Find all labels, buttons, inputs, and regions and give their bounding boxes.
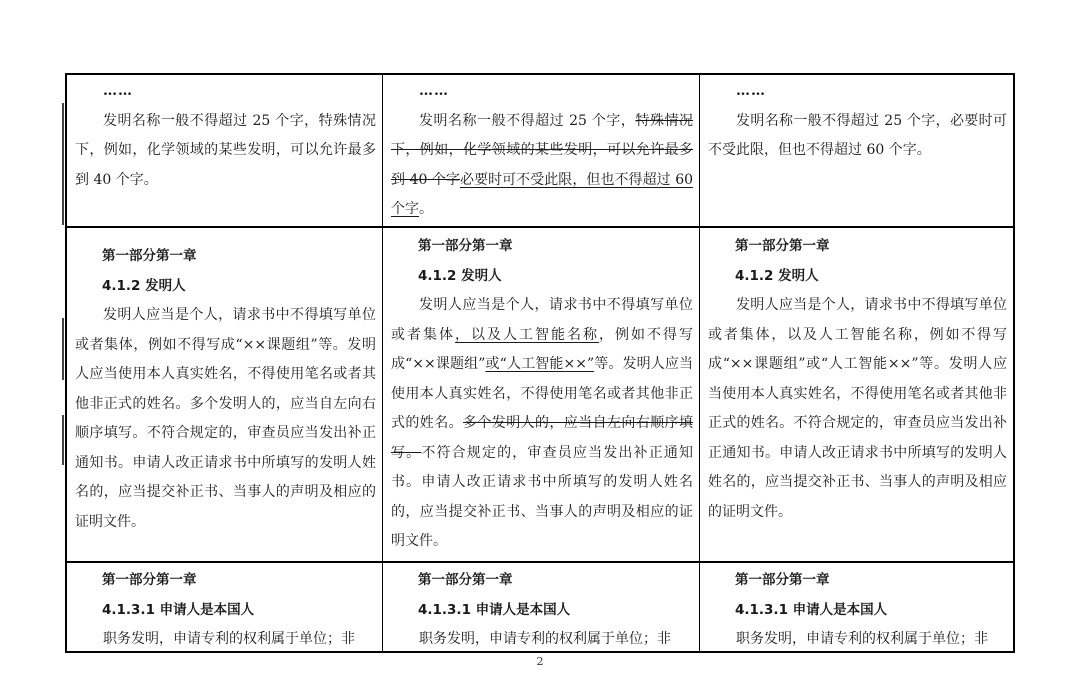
row2-col3-text: 发明人应当是个人，请求书中不得填写单位或者集体，以及人工智能名称，例如不得写成“××课题组”或“人工智能××”等。发明人应当使用本人真实姓名，不得使用笔名或者其他非正式的姓名。不符合规定的，审查员应当发出补正通知书。申请人改正请求书中所填写的发明人姓名的，应当提交补正书、当事人的声明及相应的证明文件。 xyxy=(708,297,1007,520)
chapter-heading: 第一部分第一章 xyxy=(102,572,197,588)
row1-col2-inserted: 必要时可不受此限，但也不得超过 60 个字 xyxy=(391,171,694,217)
section-heading: 4.1.3.1 申请人是本国人 xyxy=(418,601,571,618)
row1-col2-cell xyxy=(383,75,700,228)
section-heading: 4.1.3.1 申请人是本国人 xyxy=(735,601,888,618)
row1-col2-kept: 发明名称一般不得超过 25 个字， xyxy=(419,112,636,129)
row2-col2-kept: 发明人应当是个人，请求书中不得填写单位或者集体 xyxy=(391,297,693,343)
revision-mark xyxy=(62,318,64,380)
chapter-heading: 第一部分第一章 xyxy=(735,572,830,588)
section-heading: 4.1.2 发明人 xyxy=(102,277,186,294)
page-number: 2 xyxy=(536,655,544,668)
row1-col3-text: 发明名称一般不得超过 25 个字，必要时可不受此限，但也不得超过 60 个字。 xyxy=(708,112,1007,158)
row2-col1-cell xyxy=(67,228,383,563)
row1-col1-cell xyxy=(67,75,383,228)
row3-col3-cell xyxy=(700,563,1013,651)
row3-col3-text: 职务发明，申请专利的权利属于单位；非 xyxy=(736,631,988,647)
comparison-table xyxy=(65,73,1015,653)
row2-col2-kept: 等。发明人应当使用本人真实姓名，不得使用笔名或者其他非正式的姓名。 xyxy=(391,356,694,431)
row3-col2-cell xyxy=(383,563,700,651)
row1-col2-deleted: 特殊情况下，例如，化学领域的某些发明，可以允许最多到 40 个字 xyxy=(391,112,693,188)
row1-col1-text: 发明名称一般不得超过 25 个字，特殊情况下，例如，化学领域的某些发明，可以允许最多到 40 个字。 xyxy=(75,112,376,188)
row2-col2-inserted: ，以及人工智能名称 xyxy=(455,326,599,343)
ellipsis: …… xyxy=(103,83,133,99)
row2-col3-cell xyxy=(700,228,1013,563)
row3-col1-cell xyxy=(67,563,383,651)
section-heading: 4.1.3.1 申请人是本国人 xyxy=(102,601,255,618)
row2-col2-deleted: 多个发明人的，应当自左向右顺序填写。 xyxy=(391,415,693,461)
row1-col2-end: 。 xyxy=(419,201,433,217)
ellipsis: …… xyxy=(419,83,449,99)
row3-col1-text: 职务发明，申请专利的权利属于单位；非 xyxy=(103,631,355,647)
section-heading: 4.1.2 发明人 xyxy=(735,267,819,284)
row2-col2-inserted: 或“人工智能××” xyxy=(485,356,595,372)
row2-col2-kept: 不符合规定的，审查员应当发出补正通知书。申请人改正请求书中所填写的发明人姓名的，应当提交补正书、当事人的声明及相应的证明文件。 xyxy=(391,444,694,549)
revision-mark xyxy=(62,103,64,225)
chapter-heading: 第一部分第一章 xyxy=(418,238,513,254)
row2-col2-kept: ，例如不得写成“××课题组” xyxy=(391,326,693,372)
chapter-heading: 第一部分第一章 xyxy=(735,238,830,254)
row2-col2-cell xyxy=(383,228,700,563)
row3-col2-text: 职务发明，申请专利的权利属于单位；非 xyxy=(419,631,671,647)
ellipsis: …… xyxy=(736,83,766,99)
row2-col2-text xyxy=(391,291,693,557)
revision-mark xyxy=(62,415,64,465)
row1-col2-text xyxy=(391,107,693,225)
row2-col1-text: 发明人应当是个人，请求书中不得填写单位或者集体，例如不得写成“××课题组”等。发明人应当使用本人真实姓名，不得使用笔名或者其他非正式的姓名。多个发明人的，应当自左向右顺序填写。不符合规定的，审查员应当发出补正通知书。申请人改正请求书中所填写的发明人姓名的，应当提交补正书、当事人的声明及相应的证明文件。 xyxy=(75,307,376,530)
section-heading: 4.1.2 发明人 xyxy=(418,267,502,284)
row1-col3-cell xyxy=(700,75,1013,228)
chapter-heading: 第一部分第一章 xyxy=(418,572,513,588)
chapter-heading: 第一部分第一章 xyxy=(102,248,197,264)
